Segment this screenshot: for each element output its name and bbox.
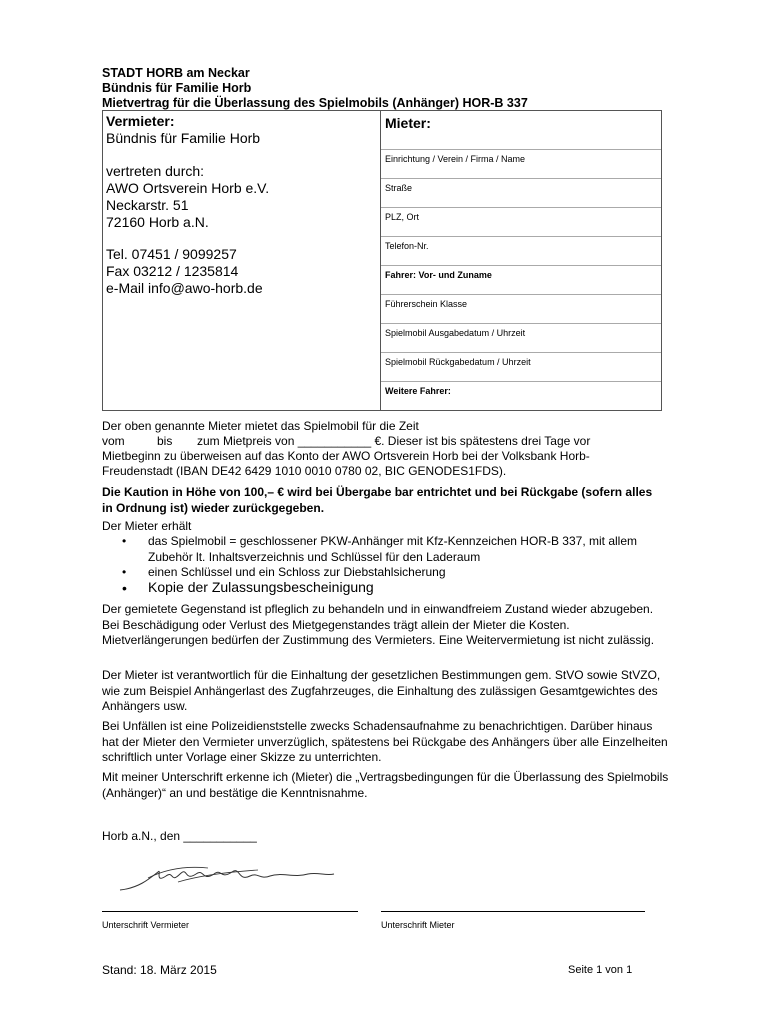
document-date: Stand: 18. März 2015 — [102, 963, 217, 977]
paragraph-responsibility: Der Mieter ist verantwortlich für die Einhaltung der gesetzlichen Bestimmungen gem. StVO sowie StVZO, wie zum Beispiel Anhängerlast des Zugfahrzeuges, die Einhaltung des zulässigen Gesamtgewichtes des Anhängers usw. — [102, 668, 661, 713]
header-line-3: Mietvertrag für die Überlassung des Spielmobils (Anhänger) HOR-B 337 — [102, 96, 528, 110]
bank-details: Freudenstadt (IBAN DE42 6429 1010 0010 0780 02, BIC GENODES1FDS). — [102, 464, 507, 478]
paragraph-acknowledgement: Mit meiner Unterschrift erkenne ich (Mieter) die „Vertragsbedingungen für die Überlassung des Spielmobils (Anhänger)“ an und bestätige die Kenntnisnahme. — [102, 770, 669, 800]
paragraph-accidents: Bei Unfällen ist eine Polizeidienststelle zwecks Schadensaufnahme zu benachrichtigen. Darüber hinaus hat der Mieter den Vermieter unverzüglich, spätestens bei Rückgabe des Anhängers über alle Einzelheiten schriftlich unter Vorlage einer Skizze zu unterrichten. — [102, 719, 668, 764]
landlord-title: Vermieter: — [106, 113, 175, 129]
landlord-signature-label: Unterschrift Vermieter — [102, 920, 190, 930]
rental-period-to: bis — [157, 434, 173, 448]
landlord-represented-by: vertreten durch: — [106, 163, 205, 179]
tenant-receives-heading: Der Mieter erhält — [102, 519, 192, 533]
tenant-title: Mieter: — [385, 115, 431, 131]
tenant-field-street[interactable]: Straße — [381, 178, 661, 207]
bullet-registration-copy: Kopie der Zulassungsbescheinigung — [148, 579, 374, 595]
payment-instruction: Mietbeginn zu überweisen auf das Konto der AWO Ortsverein Horb bei der Volksbank Horb- — [102, 449, 590, 463]
bullet-trailer: das Spielmobil = geschlossener PKW-Anhänger mit Kfz-Kennzeichen HOR-B 337, mit allem Zubehör lt. Inhaltsverzeichnis und Schlüssel für den Laderaum — [148, 534, 637, 564]
tenant-field-other-drivers[interactable]: Weitere Fahrer: — [381, 381, 661, 410]
tenant-signature-label: Unterschrift Mieter — [381, 920, 455, 930]
rental-price: zum Mietpreis von ___________ €. Dieser ist bis spätestens drei Tage vor — [197, 434, 591, 448]
paragraph-care: Der gemietete Gegenstand ist pfleglich zu behandeln und in einwandfreiem Zustand wieder abzugeben. Bei Beschädigung oder Verlust des Mietgegenstandes trägt allein der Mieter die Kosten. Mietverlängerungen bedürfen der Zustimmung des Vermieters. Eine Weitervermietung ist nicht zulässig. — [102, 602, 655, 647]
bullet-key-lock: einen Schlüssel und ein Schloss zur Diebstahlsicherung — [148, 565, 446, 579]
page-number: Seite 1 von 1 — [568, 964, 633, 976]
landlord-signature-line — [102, 911, 358, 912]
place-date-field[interactable]: Horb a.N., den ___________ — [102, 829, 257, 843]
deposit-notice: Die Kaution in Höhe von 100,– € wird bei Übergabe bar entrichtet und bei Rückgabe (sofern alles in Ordnung ist) wieder zurückgegeben. — [102, 485, 653, 515]
header-line-1: STADT HORB am Neckar — [102, 66, 250, 80]
tenant-signature-line[interactable] — [381, 911, 645, 912]
landlord-fax: Fax 03212 / 1235814 — [106, 263, 239, 279]
header-line-2: Bündnis für Familie Horb — [102, 81, 252, 95]
tenant-field-driver[interactable]: Fahrer: Vor- und Zuname — [381, 265, 661, 294]
landlord-org: AWO Ortsverein Horb e.V. — [106, 180, 270, 196]
landlord-email: e-Mail info@awo-horb.de — [106, 280, 263, 296]
handwritten-signature — [118, 858, 338, 898]
rental-period-from: vom — [102, 434, 125, 448]
tenant-field-name[interactable]: Einrichtung / Verein / Firma / Name — [381, 149, 661, 178]
landlord-city: 72160 Horb a.N. — [106, 214, 209, 230]
rental-period-intro: Der oben genannte Mieter mietet das Spielmobil für die Zeit — [102, 419, 419, 433]
bullet-dot: • — [122, 580, 127, 596]
tenant-field-pickup[interactable]: Spielmobil Ausgabedatum / Uhrzeit — [381, 323, 661, 352]
landlord-name: Bündnis für Familie Horb — [106, 130, 261, 146]
bullet-dot: • — [122, 565, 127, 579]
landlord-tel: Tel. 07451 / 9099257 — [106, 246, 237, 262]
landlord-street: Neckarstr. 51 — [106, 197, 189, 213]
tenant-field-phone[interactable]: Telefon-Nr. — [381, 236, 661, 265]
tenant-field-license[interactable]: Führerschein Klasse — [381, 294, 661, 323]
tenant-field-city[interactable]: PLZ, Ort — [381, 207, 661, 236]
tenant-field-return[interactable]: Spielmobil Rückgabedatum / Uhrzeit — [381, 352, 661, 381]
bullet-dot: • — [122, 534, 127, 548]
